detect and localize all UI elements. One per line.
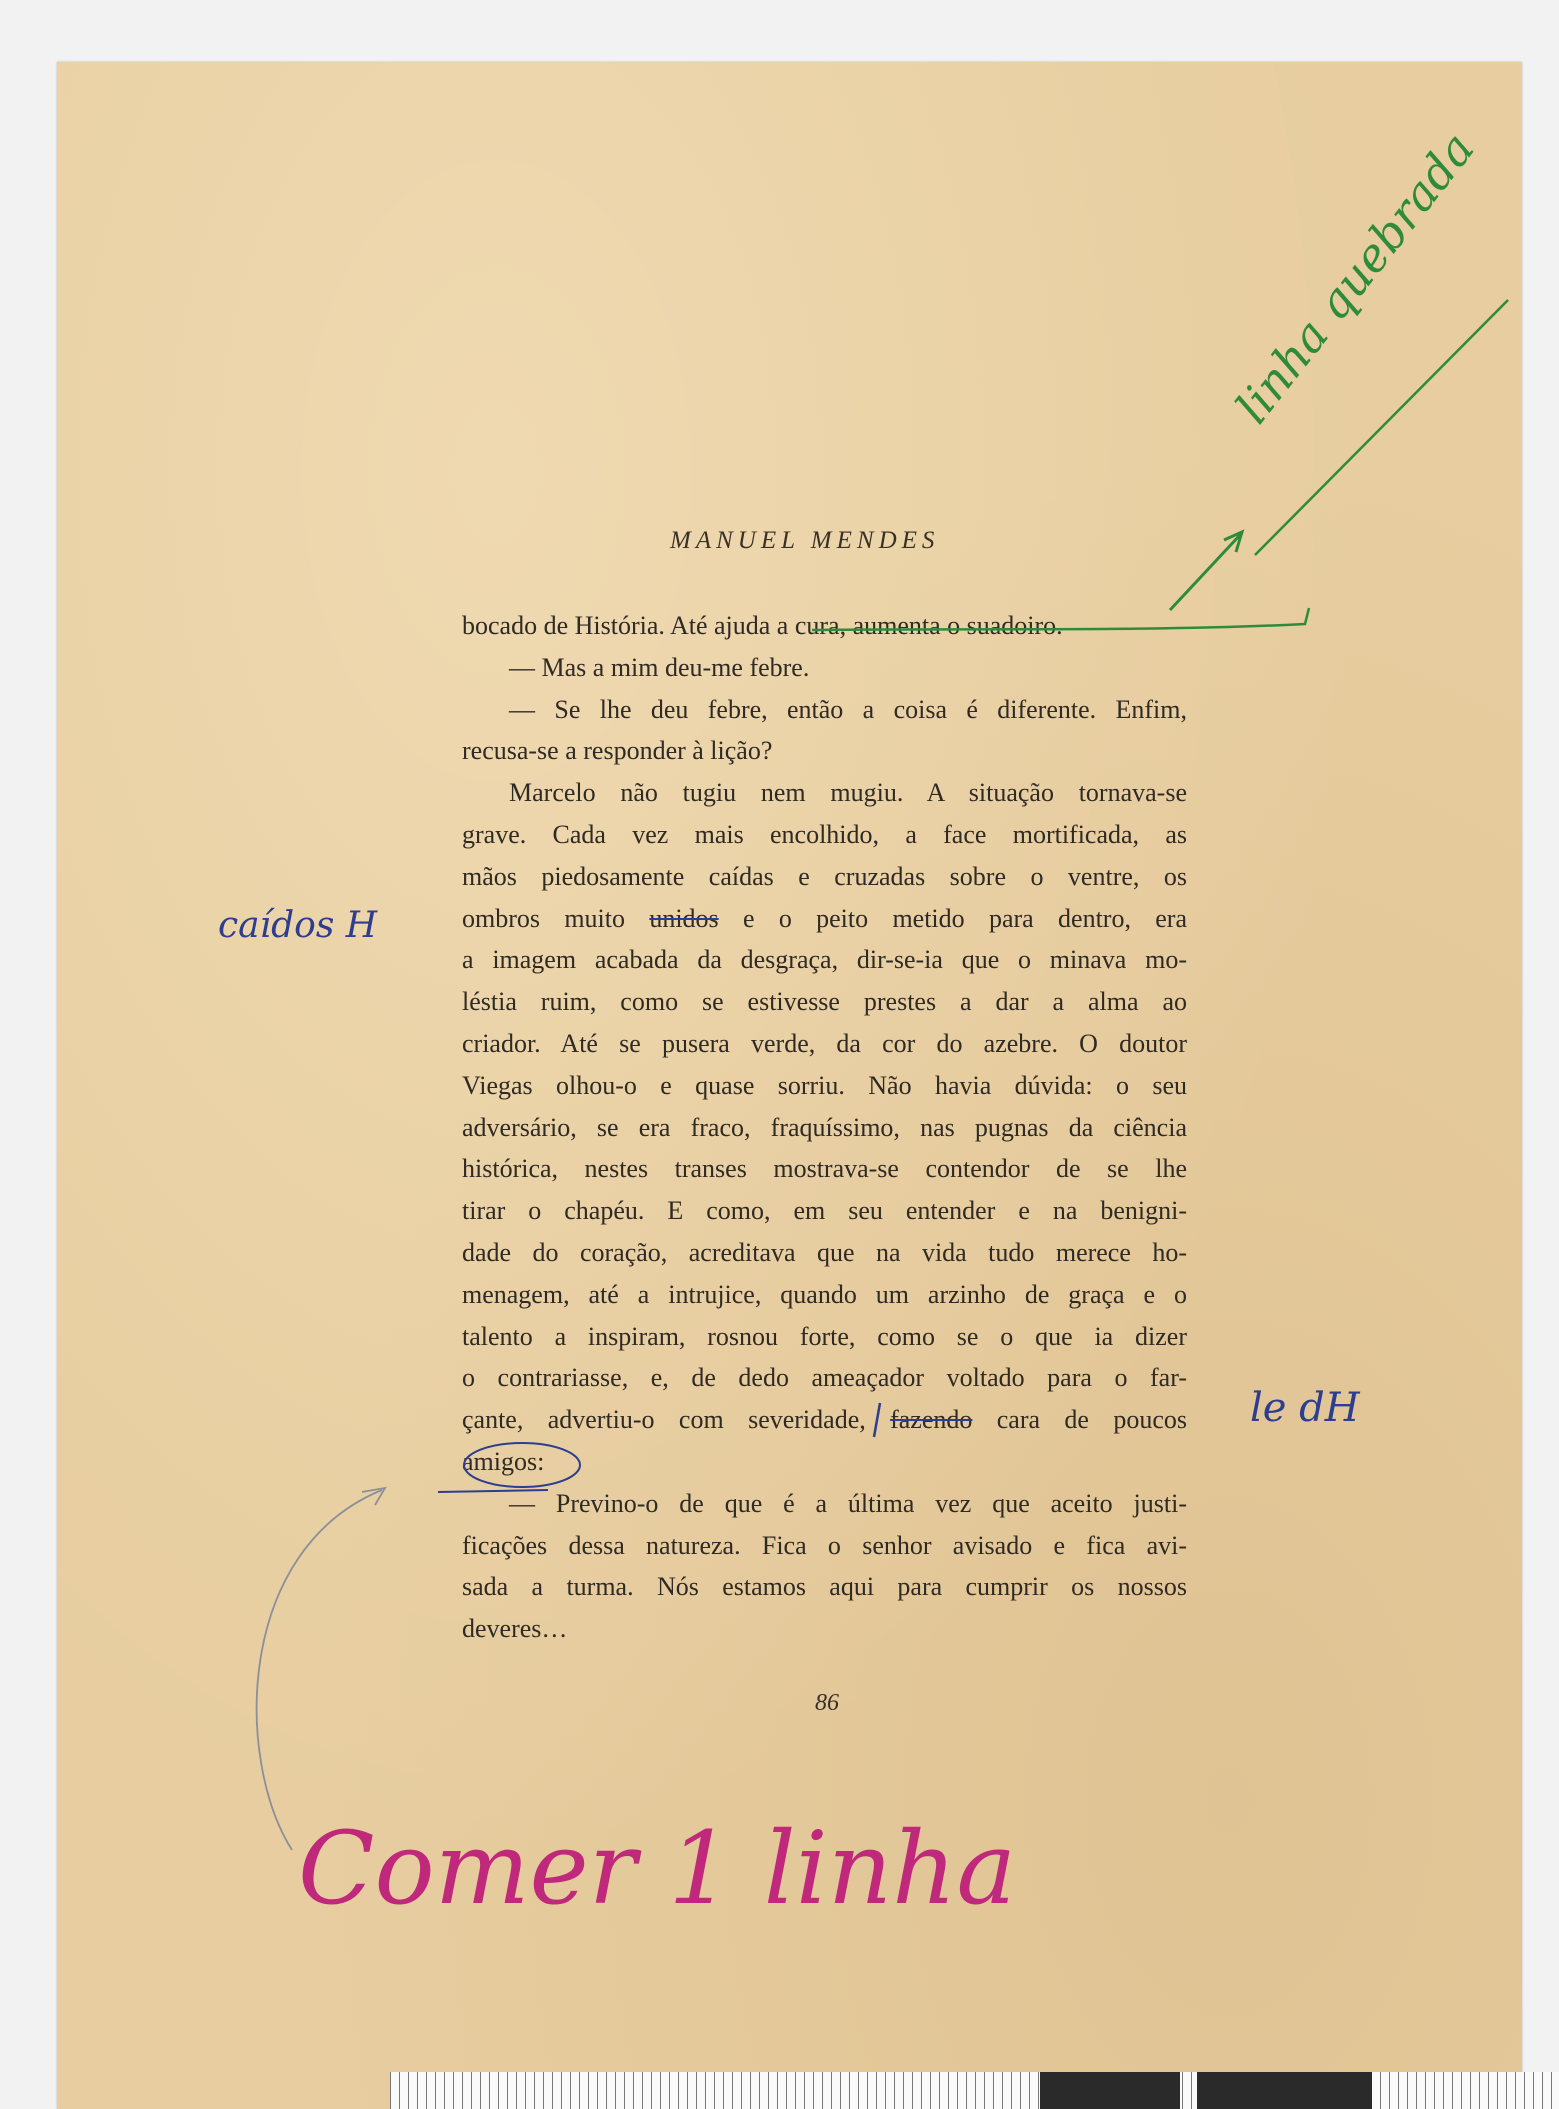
struck-word: fazendo (890, 1405, 973, 1435)
text-line: Marcelo não tugiu nem mugiu. A situação tornava-se (509, 778, 1187, 808)
page-number: 86 (815, 1690, 839, 1716)
blue-note-left: caídos H (218, 905, 378, 946)
scale-ruler-dark-segment (1040, 2072, 1180, 2109)
text-line: histórica, nestes transes mostrava-se contendor de se lhe (462, 1154, 1187, 1184)
text-line: — Previno-o de que é a última vez que aceito justi- (509, 1488, 1187, 1518)
pencil-arrow-stroke (257, 1490, 382, 1850)
text-line: bocado de História. Até ajuda a cura, aumenta o suadoiro. (462, 611, 1063, 640)
scale-ruler (390, 2072, 1559, 2109)
text-line: ficações dessa natureza. Fica o senhor avisado e fica avi- (462, 1530, 1187, 1560)
text-line: sada a turma. Nós estamos aqui para cumprir os nossos (462, 1572, 1187, 1602)
text-line: léstia ruim, como se estivesse prestes a dar a alma ao (462, 987, 1187, 1017)
text-line: mãos piedosamente caídas e cruzadas sobre o ventre, os (462, 861, 1187, 891)
text-line: çante, advertiu-o com severidade, fazendo cara de poucos (462, 1405, 1187, 1435)
blue-note-right: le dH (1250, 1385, 1360, 1431)
text-line: dade do coração, acreditava que na vida tudo merece ho- (462, 1237, 1187, 1267)
text-line: amigos: (462, 1446, 545, 1476)
green-margin-line (1255, 300, 1508, 555)
text-line: criador. Até se pusera verde, da cor do azebre. O doutor (462, 1028, 1187, 1058)
struck-word: unidos (649, 903, 719, 933)
text-line: menagem, até a intrujice, quando um arzinho de graça e o (462, 1279, 1187, 1309)
text-line: talento a inspiram, rosnou forte, como se o que ia dizer (462, 1321, 1187, 1351)
running-head: MANUEL MENDES (670, 527, 940, 554)
text-line: deveres… (462, 1614, 568, 1644)
magenta-bottom-note: Comer 1 linha (298, 1810, 1017, 1927)
green-margin-note: linha quebrada (1225, 122, 1485, 434)
text-line: ombros muito unidos e o peito metido para dentro, era (462, 903, 1188, 933)
text-line: Viegas olhou-o e quase sorriu. Não havia dúvida: o seu (462, 1070, 1187, 1100)
green-underline-stroke (812, 608, 1309, 630)
scale-ruler-dark-segment (1197, 2072, 1372, 2109)
text-line: — Mas a mim deu-me febre. (509, 652, 810, 682)
text-line: adversário, se era fraco, fraquíssimo, nas pugnas da ciência (462, 1112, 1187, 1142)
text-line: grave. Cada vez mais encolhido, a face mortificada, as (462, 819, 1187, 849)
green-arrow-stroke (1170, 535, 1240, 610)
blue-underline-stroke (438, 1490, 548, 1492)
text-line: recusa-se a responder à lição? (462, 736, 773, 766)
blue-insert-mark (874, 1403, 880, 1437)
blue-circle-amigos (464, 1443, 580, 1487)
text-line: o contrariasse, e, de dedo ameaçador voltado para o far- (462, 1363, 1187, 1393)
text-line: — Se lhe deu febre, então a coisa é diferente. Enfim, (509, 694, 1187, 724)
text-line: a imagem acabada da desgraça, dir-se-ia que o minava mo- (462, 945, 1187, 975)
text-line: tirar o chapéu. E como, em seu entender e na benigni- (462, 1196, 1187, 1226)
